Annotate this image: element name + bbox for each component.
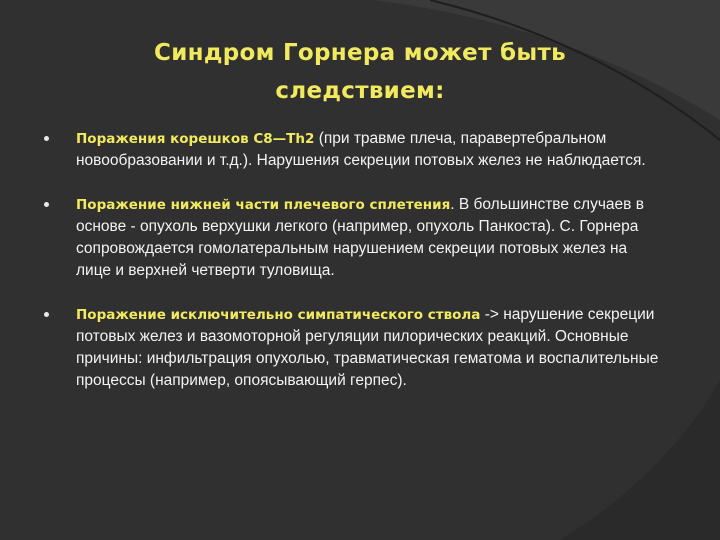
- bullet-text: (при травме плеча, паравертебральном новообразовании и т.д.). Нарушения секреции потовых желез не наблюдается.: [76, 130, 646, 169]
- bullet-point-icon: [44, 312, 49, 317]
- bullet-point-icon: [44, 202, 49, 207]
- bullet-item: [44, 304, 664, 392]
- bullet-highlight: Поражения корешков C8—Th2: [76, 131, 315, 147]
- bullet-point-icon: [44, 136, 49, 141]
- title-line-1: Синдром Горнера может быть: [154, 40, 566, 66]
- bullet-text: -> нарушение секреции потовых желез и вазомоторной регуляции пилорических реакций. Основные причины: инфильтрация опухолью, травматическая гематома и воспалительные процессы (например, опоясывающий герпес).: [76, 306, 659, 389]
- slide-title: [60, 34, 660, 110]
- bullet-highlight: Поражение исключительно симпатического ствола: [76, 307, 481, 323]
- title-line-2: следствием:: [275, 78, 445, 104]
- bullet-list: [44, 128, 664, 392]
- bullet-item: [44, 128, 664, 172]
- bullet-highlight: Поражение нижней части плечевого сплетения: [76, 197, 451, 213]
- bullet-text: . В большинстве случаев в основе - опухоль верхушки легкого (например, опухоль Панкоста). С. Горнера сопровождается гомолатеральным нарушением секреции потовых желез на лице и верхней четверти туловища.: [76, 196, 644, 279]
- bullet-item: [44, 194, 664, 282]
